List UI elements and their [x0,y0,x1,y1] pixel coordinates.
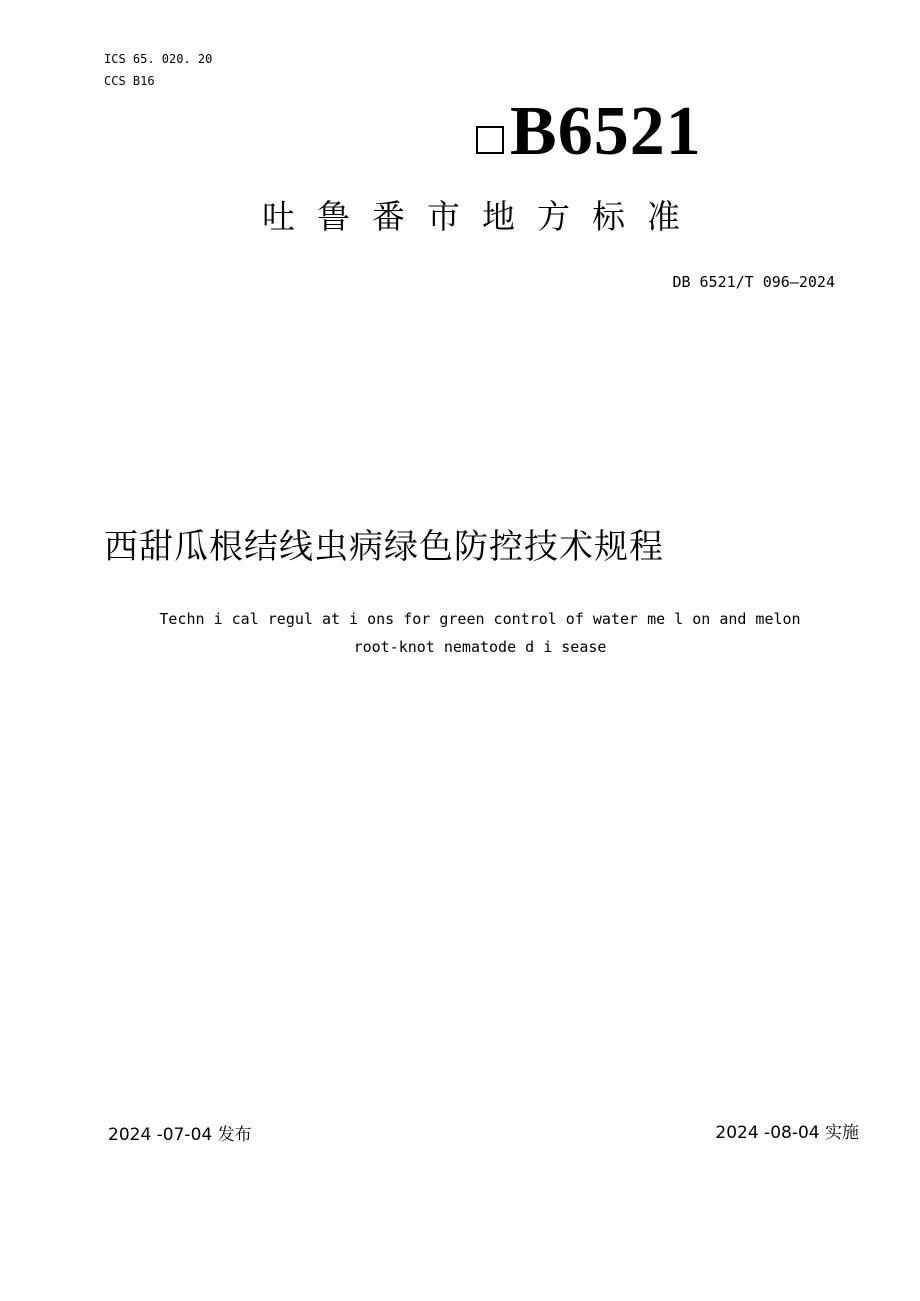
ccs-code: CCS B16 [104,74,155,88]
document-title-zh: 西甜瓜根结线虫病绿色防控技术规程 [104,527,664,567]
standard-code-text: B6521 [510,93,702,170]
issue-date: 2024 -07-04 发布 [108,1125,252,1145]
square-icon [476,126,504,154]
document-title-en [80,605,880,661]
implementation-date: 2024 -08-04 实施 [715,1123,859,1143]
ics-code: ICS 65. 020. 20 [104,52,213,66]
standard-type-heading: 吐鲁番市地方标准 [262,197,702,236]
title-en-line-1: Techn i cal regul at i ons for green control of water me l on and melon [159,610,801,628]
standard-code-mark [476,93,702,170]
standard-number: DB 6521/T 096—2024 [672,273,835,291]
title-en-line-2: root-knot nematode d i sease [353,638,607,656]
